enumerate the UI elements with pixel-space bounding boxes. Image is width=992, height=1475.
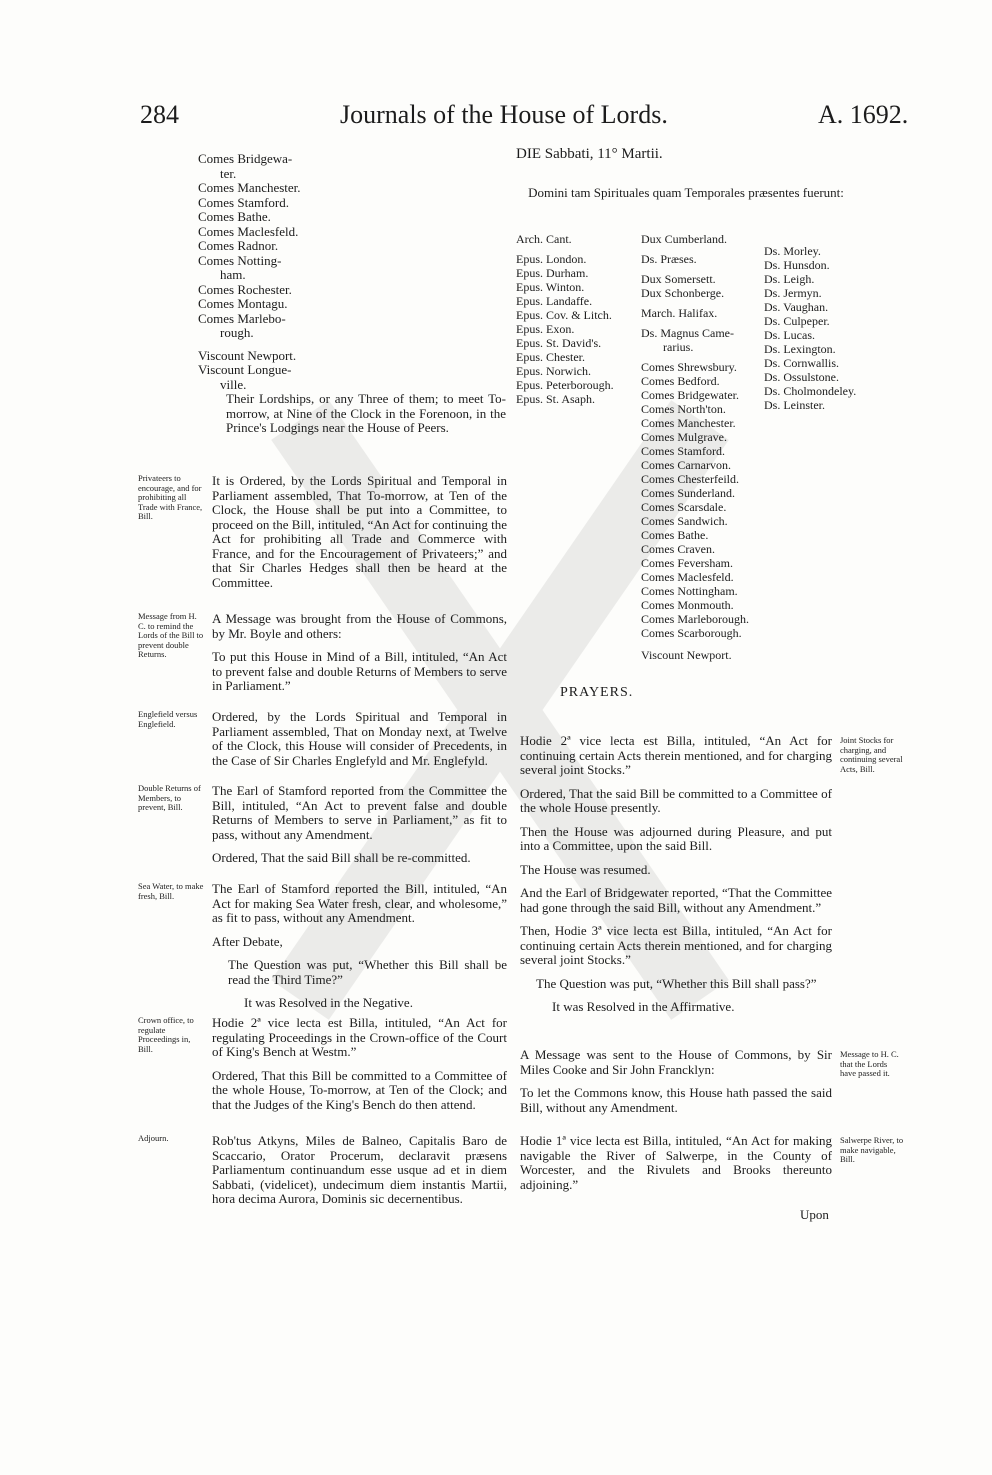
margin-note: Adjourn. [138,1133,169,1143]
journal-title: Journals of the House of Lords. [340,100,668,129]
list-item: ham. [220,267,246,282]
margin-note: Message to H. C. that the Lords have passed it. [840,1049,899,1078]
list-item: Ds. Magnus Came- [641,326,734,340]
list-item: Ds. Leigh. [764,272,815,286]
list-item: Ds. Lucas. [764,328,815,342]
list-item: Arch. Cant. [516,232,572,246]
list-item: Epus. London. [516,252,587,266]
list-item: Epus. Chester. [516,350,585,364]
list-item: Dux Somersett. [641,272,716,286]
list-item: Dux Schonberge. [641,286,725,300]
list-item: Epus. Norwich. [516,364,591,378]
list-item: Comes Nottingham. [641,584,738,598]
margin-note: Privateers to encourage, and for prohibiting all Trade with France, Bill. [138,473,203,521]
catchword: Upon [800,1207,829,1222]
list-item: rarius. [663,340,694,354]
list-item: Comes Monmouth. [641,598,734,612]
prayers-heading: PRAYERS. [560,685,634,700]
list-item: Comes Rochester. [198,281,292,297]
list-item: Epus. Cov. & Litch. [516,308,612,322]
list-item: Comes Manchester. [198,180,301,195]
attendance-col-bishops [516,232,641,406]
list-item: Comes Scarborough. [641,626,742,640]
list-item: Comes Bathe. [641,528,709,542]
year-label: A. 1692. [818,100,909,129]
list-item: Comes Sandwich. [641,514,728,528]
list-item: Comes Chesterfeild. [641,472,739,486]
list-item: March. Halifax. [641,306,718,320]
entry-privateers: It is Ordered, by the Lords Spiritual and Temporal in Parliament assembled, That To-morrow, at Ten of the Clock, the House shall be put into a Committee, to proceed on the Bill, intituled, “An Act for continuing the Act for prohibiting all Trade and Commerce with France, and for the Encouragement of Privateers;” and that Sir Charles Hedges shall then be heard at the Committee. [212,473,507,590]
entry-englefield: Ordered, by the Lords Spiritual and Temporal in Parliament assembled, That on Monday next, at Twelve of the Clock, this House will consider of Precedents, in the Case of Sir Charles Englefyld and Mr. Englefyld. [212,709,507,768]
margin-note: Message from H. C. to remind the Lords of the Bill to prevent double Returns. [138,611,204,659]
present-heading: Domini tam Spirituales quam Temporales præsentes fuerunt: [528,185,844,200]
list-item: Comes Bedford. [641,374,720,388]
list-item: Epus. Landaffe. [516,294,593,308]
entry-double-returns-message: A Message was brought from the House of Commons, by Mr. Boyle and others: To put this House in Mind of a Bill, intituled, “An Act to prevent false and double Returns of Members to serve in Parliament.” [212,611,507,693]
list-item: Epus. St. Asaph. [516,392,596,406]
list-item: Ds. Hunsdon. [764,258,830,272]
attendance-col-barons [764,244,874,412]
margin-note: Englefield versus Englefield. [138,709,198,729]
list-item: Ds. Leinster. [764,398,825,412]
list-item: Comes Feversham. [641,556,733,570]
list-item: ville. [220,376,247,392]
list-item: Viscount Newport. [198,347,297,363]
entry-adjourn: Rob'tus Atkyns, Miles de Balneo, Capitalis Baro de Scaccario, Orator Procerum, declaravit præsens Parliamentum continuandum esse usque ad et in diem Sabbati, (videlicet), undecimum diem instantis Martii, hora decima Aurora, Dominis sic decernentibus. [212,1133,507,1206]
date-heading: DIE Sabbati, 11° Martii. [516,146,663,162]
list-item: Viscount Longue- [198,362,292,377]
list-item: Comes Craven. [641,542,715,556]
entry-sea-water: The Earl of Stamford reported the Bill, intituled, “An Act for making Sea Water fresh, clear, and wholesome,” as fit to pass, without any Amendment. After Debate, The Question was put, “Whether this Bill shall be read the Third Time?” It was Resolved in the Negative. [212,881,507,1010]
list-item: Comes Shrewsbury. [641,360,737,374]
entry-salwerpe: Hodie 1ª vice lecta est Billa, intituled, “An Act for making navigable the River of Salwerpe, in the County of Worcester, and the Rivulets and Brooks thereunto adjoining.” [520,1133,832,1192]
entry-crown-office: Hodie 2ª vice lecta est Billa, intituled, “An Act for regulating Proceedings in the Crown-office of the Court of King's Bench at Westm.” Ordered, That this Bill be committed to a Committee of the whole House, To-morrow, at Ten of the Clock; and that the Judges of the King's Bench do then attend. [212,1015,507,1112]
list-item: ter. [220,165,237,181]
list-item: Comes Marleborough. [641,612,749,626]
running-header [0,100,992,140]
lords-list-continued [198,152,498,392]
entry-double-returns-report: The Earl of Stamford reported from the Committee the Bill, intituled, “An Act to prevent false and double Returns of Members to serve in Parliament,” as fit to pass, without any Amendment. Ordered, That the said Bill shall be re-committed. [212,783,507,865]
list-item: Comes Bridgewa- [198,151,293,166]
list-item: Dux Cumberland. [641,232,727,246]
list-item: Comes Marlebo- [198,310,286,326]
list-item: Comes Mulgrave. [641,430,727,444]
list-item: Comes Scarsdale. [641,500,727,514]
list-item: Ds. Morley. [764,244,821,258]
list-item: Ds. Jermyn. [764,286,822,300]
list-item: Epus. Peterborough. [516,378,614,392]
list-item: Comes Maclesfeld. [641,570,734,584]
list-item: Comes Maclesfeld. [198,223,299,239]
list-item: Epus. Exon. [516,322,575,336]
list-item: Viscount Newport. [641,648,732,662]
committee-note: Their Lordships, or any Three of them; to meet To-morrow, at Nine of the Clock in the Forenoon, in the Prince's Lodgings near the House of Peers. [226,391,506,435]
list-item: rough. [220,325,254,340]
entry-message-to-commons: A Message was sent to the House of Commons, by Sir Miles Cooke and Sir John Francklyn: To let the Commons know, this House hath passed the said Bill, without any Amendment. [520,1047,832,1115]
list-item: Ds. Præses. [641,252,697,266]
list-item: Comes Manchester. [641,416,736,430]
margin-note: Joint Stocks for charging, and continuing several Acts, Bill. [840,735,903,774]
list-item: Epus. Durham. [516,266,589,280]
list-item: Epus. St. David's. [516,336,602,350]
list-item: Comes Radnor. [198,238,279,253]
list-item: Ds. Cholmondeley. [764,384,857,398]
margin-note: Sea Water, to make fresh, Bill. [138,881,204,901]
list-item: Comes Sunderland. [641,486,735,500]
list-item: Epus. Winton. [516,280,585,294]
list-item: Ds. Culpeper. [764,314,830,328]
list-item: Comes North'ton. [641,402,726,416]
list-item: Ds. Ossulstone. [764,370,840,384]
list-item: Ds. Lexington. [764,342,836,356]
list-item: Comes Carnarvon. [641,458,731,472]
list-item: Ds. Vaughan. [764,300,829,314]
page-number: 284 [140,100,179,129]
margin-note: Salwerpe River, to make navigable, Bill. [840,1135,904,1164]
list-item: Comes Montagu. [198,296,288,311]
list-item: Comes Notting- [198,252,282,268]
margin-note: Double Returns of Members, to prevent, Bill. [138,783,201,812]
list-item: Comes Stamford. [641,444,725,458]
list-item: Ds. Cornwallis. [764,356,839,370]
list-item: Comes Bathe. [198,209,271,224]
entry-joint-stocks: Hodie 2ª vice lecta est Billa, intituled, “An Act for continuing certain Acts therein mentioned, and for charging several joint Stocks.” Ordered, That the said Bill be committed to a Committee of the whole House presently. Then the House was adjourned during Pleasure, and put into a Committee, upon the said Bill. The House was resumed. And the Earl of Bridgewater reported, “That the Committee had gone through the said Bill, without any Amendment.” Then, Hodie 3ª vice lecta est Billa, intituled, “An Act for continuing certain Acts therein mentioned, and for charging several joint Stocks.” The Question was put, “Whether this Bill shall pass?” It was Resolved in the Affirmative. [520,733,832,1014]
list-item: Comes Stamford. [198,194,289,210]
attendance-col-temporal [641,232,766,662]
list-item: Comes Bridgewater. [641,388,739,402]
margin-note: Crown office, to regulate Proceedings in, Bill. [138,1015,194,1054]
